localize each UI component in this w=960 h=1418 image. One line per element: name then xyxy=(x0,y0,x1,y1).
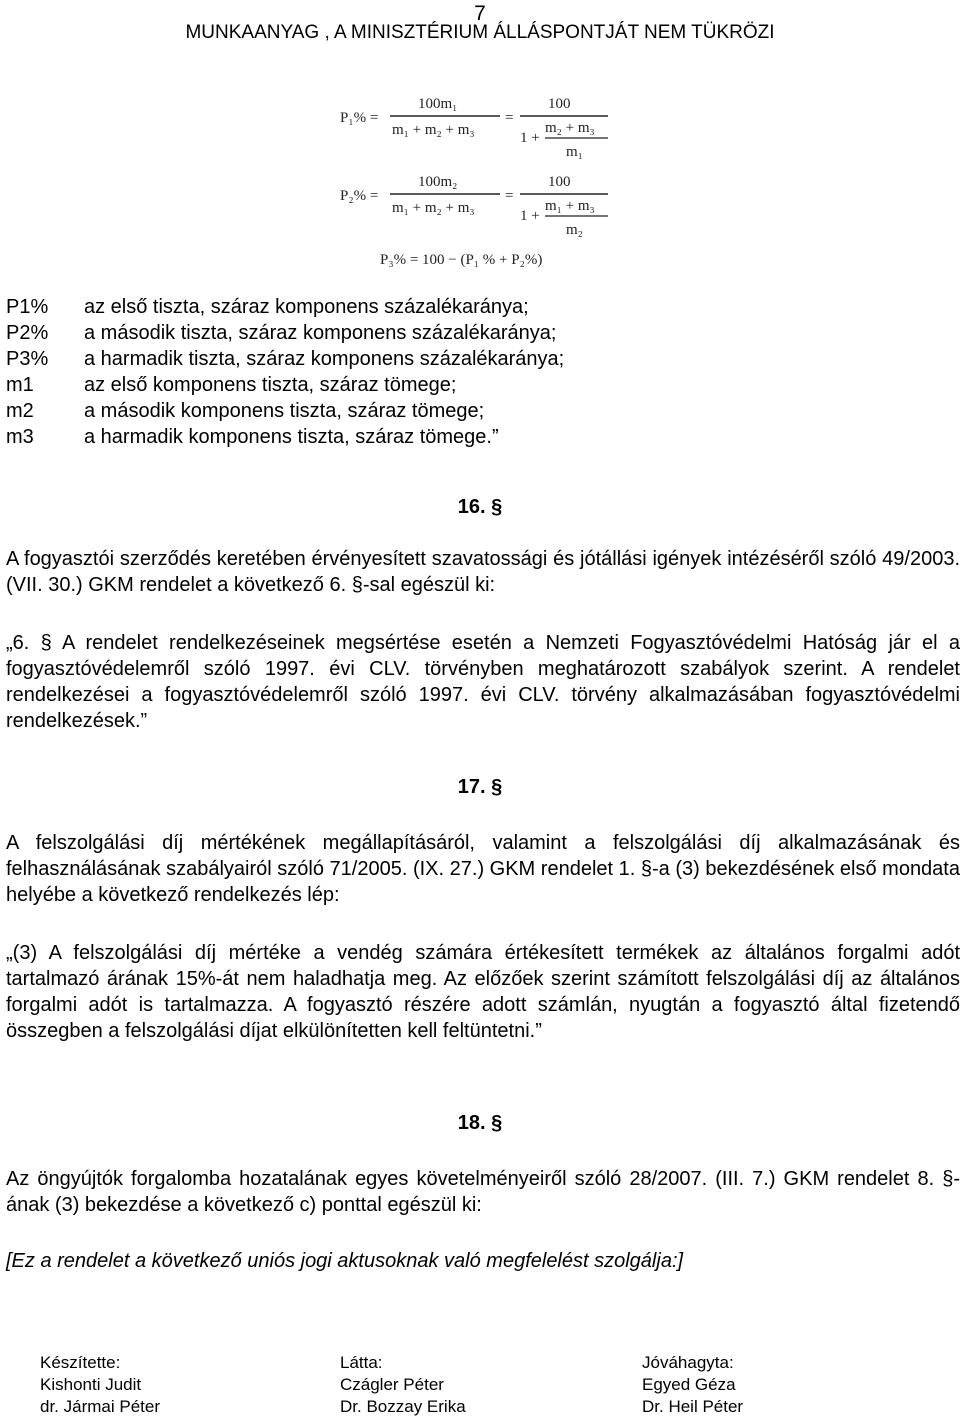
definition-list xyxy=(6,294,564,450)
definition-symbol: P2% xyxy=(6,322,49,344)
footer-person: Kishonti Judit xyxy=(40,1375,142,1394)
definition-text: a második tiszta, száraz komponens százalékaránya; xyxy=(84,322,557,344)
section-17-title: 17. § xyxy=(457,776,503,798)
footer-label: Készítette: xyxy=(40,1353,121,1372)
formula-p3: P₃% = 100 − (P₁ % + P₂%) xyxy=(380,252,543,268)
section-18-title: 18. § xyxy=(457,1112,503,1134)
svg-text:=: = xyxy=(505,188,514,204)
definition-row xyxy=(6,398,564,424)
formula-p1-den2-den: m₁ xyxy=(566,144,583,160)
formula-p2-den2-den: m₂ xyxy=(566,222,583,238)
formula-p1-den1: m₁ + m₂ + m₃ xyxy=(392,122,475,138)
formula-p1-den2-num: m₂ + m₃ xyxy=(545,120,595,136)
formula-p1-num2: 100 xyxy=(548,96,571,112)
definition-symbol: P3% xyxy=(6,348,49,370)
definition-row xyxy=(6,294,564,320)
formula-p2-num2: 100 xyxy=(548,174,571,190)
formula-p1-num1: 100m₁ xyxy=(418,96,458,112)
footer-person: Dr. Bozzay Erika xyxy=(340,1397,466,1416)
section-18-paragraph-2: [Ez a rendelet a következő uniós jogi aktusoknak való megfelelést szolgálja:] xyxy=(6,1250,684,1272)
page-header: MUNKAANYAG , A MINISZTÉRIUM ÁLLÁSPONTJÁT NEM TÜKRÖZI xyxy=(185,22,775,43)
formula-p2-den2-num: m₁ + m₃ xyxy=(545,198,595,214)
definition-text: a harmadik tiszta, száraz komponens százalékaránya; xyxy=(84,348,565,370)
definition-text: az első tiszta, száraz komponens százalékaránya; xyxy=(84,296,529,318)
section-16-paragraph-2: „6. § A rendelet rendelkezéseinek megsértése esetén a Nemzeti Fogyasztóvédelmi Hatóság jár el a fogyasztóvédelemről szóló 1997. évi CLV. törvényben meghatározott szabályok szerint. A rendelet rendelkezései a fogyasztóvédelemről szóló 1997. évi CLV. törvény alkalmazásában fogyasztóvédelmi rendelkezések.” xyxy=(6,632,960,732)
svg-text:=: = xyxy=(505,110,514,126)
section-17-paragraph-1: A felszolgálási díj mértékének megállapításáról, valamint a felszolgálási díj alkalmazásának és felhasználásának szabályairól szóló 71/2005. (IX. 27.) GKM rendelet 1. §-a (3) bekezdésének első mondata helyébe a következő rendelkezés lép: xyxy=(6,832,960,906)
section-16-title: 16. § xyxy=(457,496,503,518)
footer-person: dr. Jármai Péter xyxy=(40,1397,160,1416)
footer-person: Dr. Heil Péter xyxy=(642,1397,744,1416)
formula-p1-lhs: P₁% = xyxy=(340,110,379,126)
section-18-paragraph-1: Az öngyújtók forgalomba hozatalának egyes követelményeiről szóló 28/2007. (III. 7.) GKM rendelet 8. §-ának (3) bekezdése a következő c) ponttal egészül ki: xyxy=(6,1168,960,1216)
formula-p1-den2-a: 1 + xyxy=(520,130,540,146)
definition-symbol: P1% xyxy=(6,296,49,318)
percentage-formula xyxy=(340,86,630,278)
footer-prepared-by xyxy=(40,1352,160,1418)
definition-symbol: m3 xyxy=(6,426,34,448)
footer-label: Jóváhagyta: xyxy=(642,1353,734,1372)
definition-symbol: m1 xyxy=(6,374,34,396)
definition-row xyxy=(6,424,564,450)
definition-row xyxy=(6,320,564,346)
footer-label: Látta: xyxy=(340,1353,383,1372)
definition-text: a harmadik komponens tiszta, száraz tömege.” xyxy=(84,426,499,448)
definition-row xyxy=(6,372,564,398)
page-number: 7 xyxy=(474,2,486,25)
formula-p2-den2-a: 1 + xyxy=(520,208,540,224)
footer-reviewed-by xyxy=(340,1352,466,1418)
definition-text: az első komponens tiszta, száraz tömege; xyxy=(84,374,457,396)
section-16-paragraph-1: A fogyasztói szerződés keretében érvényesített szavatossági és jótállási igények intézéséről szóló 49/2003. (VII. 30.) GKM rendelet a következő 6. §-sal egészül ki: xyxy=(6,548,960,596)
definition-row xyxy=(6,346,564,372)
definition-symbol: m2 xyxy=(6,400,34,422)
footer-approved-by xyxy=(642,1352,743,1418)
formula-p2-lhs: P₂% = xyxy=(340,188,379,204)
footer-person: Czágler Péter xyxy=(340,1375,444,1394)
definition-text: a második komponens tiszta, száraz tömege; xyxy=(84,400,485,422)
formula-p2-num1: 100m₂ xyxy=(418,174,458,190)
formula-p2-den1: m₁ + m₂ + m₃ xyxy=(392,200,475,216)
footer-person: Egyed Géza xyxy=(642,1375,736,1394)
section-17-paragraph-2: „(3) A felszolgálási díj mértéke a vendég számára értékesített termékek az általános forgalmi adót tartalmazó árának 15%-át nem haladhatja meg. Az előzőek szerint számított felszolgálási díj az általános forgalmi adót is tartalmazza. A fogyasztó részére adott számlán, nyugtán a fogyasztó által fizetendő összegben a felszolgálási díjat elkülönítetten kell feltüntetni.” xyxy=(6,942,960,1042)
